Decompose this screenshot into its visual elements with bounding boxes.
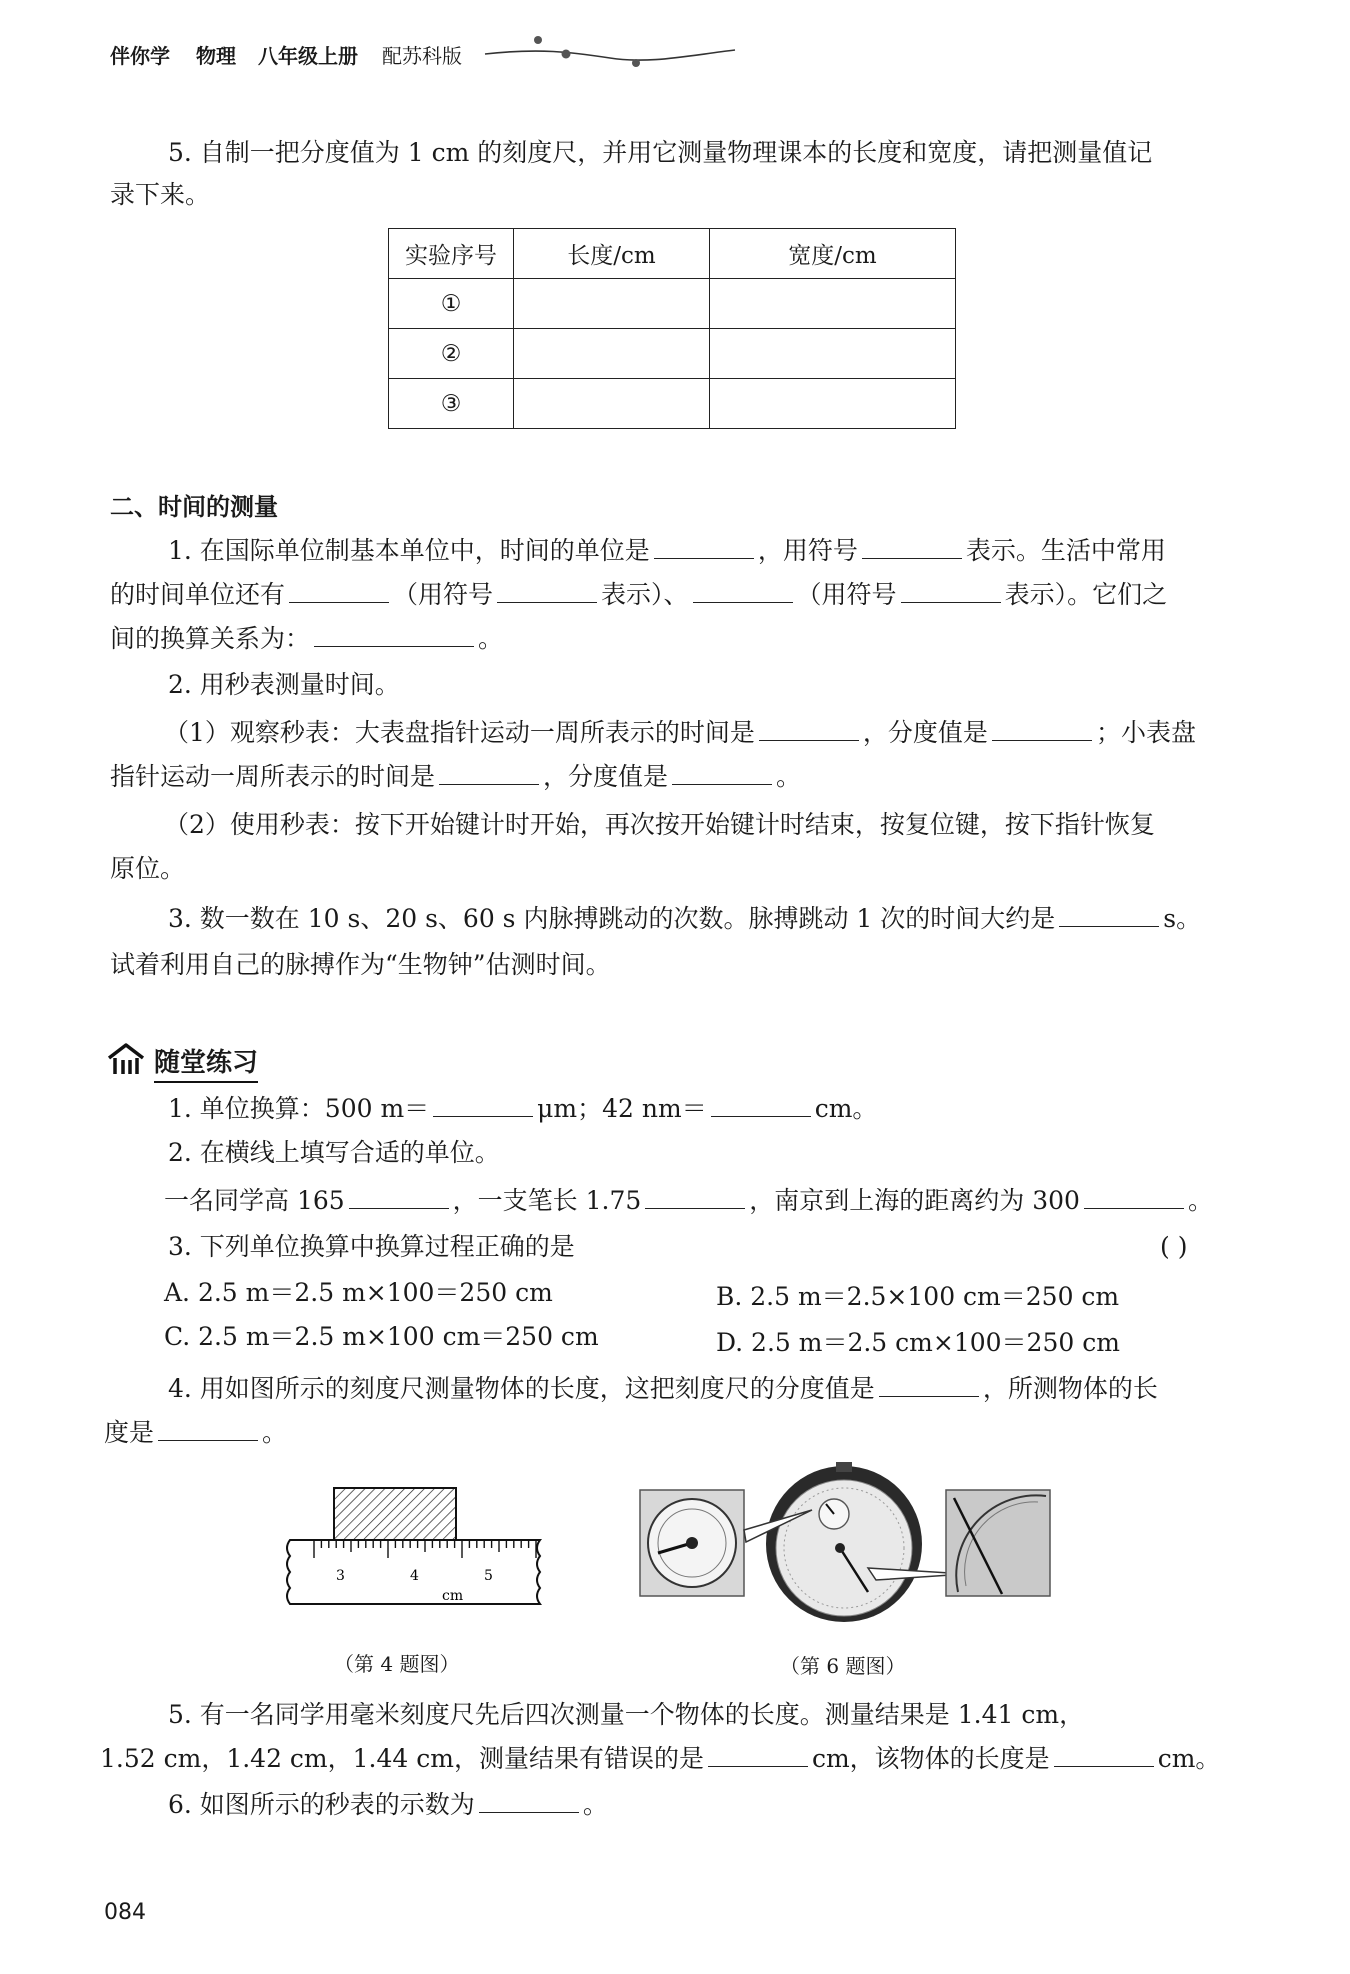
answer-blank[interactable] — [901, 580, 1001, 603]
option-b[interactable]: B. 2.5 m＝2.5×100 cm＝250 cm — [716, 1282, 1120, 1311]
table-cell-width[interactable] — [710, 379, 956, 429]
table-row-index: ① — [389, 279, 514, 329]
house-icon — [106, 1042, 146, 1076]
s2-q1-line2: 的时间单位还有 （用符号 表示）、 （用符号 表示）。它们之 — [110, 580, 1168, 609]
answer-blank[interactable] — [711, 1094, 811, 1117]
table-header-row — [389, 229, 956, 279]
header-wave-decoration — [480, 28, 740, 74]
table-header-cell: 宽度/cm — [710, 229, 956, 279]
ruler-tick-label: 5 — [484, 1568, 493, 1584]
answer-blank[interactable] — [879, 1374, 979, 1397]
option-d[interactable]: D. 2.5 m＝2.5 cm×100＝250 cm — [716, 1328, 1120, 1357]
header-book: 伴你学 — [110, 44, 170, 68]
table-row — [389, 329, 956, 379]
fig4-caption: （第 4 题图） — [334, 1652, 460, 1676]
option-a[interactable]: A. 2.5 m＝2.5 m×100＝250 cm — [164, 1278, 553, 1307]
table-cell-length[interactable] — [514, 279, 710, 329]
header-grade: 八年级上册 — [258, 44, 358, 68]
answer-blank[interactable] — [645, 1186, 745, 1209]
answer-blank[interactable] — [158, 1418, 258, 1441]
s2-q2-1-line1: （1）观察秒表：大表盘指针运动一周所表示的时间是 ，分度值是 ；小表盘 — [164, 718, 1196, 747]
p3-line: 3. 下列单位换算中换算过程正确的是 — [168, 1232, 575, 1261]
s2-q3-line2: 试着利用自己的脉搏作为“生物钟”估测时间。 — [110, 950, 611, 979]
answer-blank[interactable] — [433, 1094, 533, 1117]
answer-blank[interactable] — [289, 580, 389, 603]
answer-blank[interactable] — [1084, 1186, 1184, 1209]
practice-title: 随堂练习 — [154, 1042, 258, 1083]
p2-fill-line: 一名同学高 165 ，一支笔长 1.75 ，南京到上海的距离约为 300 。 — [164, 1186, 1213, 1215]
p2-line: 2. 在横线上填写合适的单位。 — [168, 1138, 500, 1167]
table-row-index: ③ — [389, 379, 514, 429]
s2-q1-line3: 间的换算关系为： 。 — [110, 624, 504, 653]
p6-line: 6. 如图所示的秒表的示数为 。 — [168, 1790, 608, 1819]
answer-blank[interactable] — [759, 718, 859, 741]
s2-q2-2-line1: （2）使用秒表：按下开始键计时开始，再次按开始键计时结束，按复位键，按下指针恢复 — [164, 810, 1155, 839]
answer-blank[interactable] — [693, 580, 793, 603]
table-header-cell: 实验序号 — [389, 229, 514, 279]
ruler-unit-label: cm — [442, 1588, 464, 1604]
measured-object — [334, 1488, 456, 1540]
answer-blank[interactable] — [992, 718, 1092, 741]
table-row-index: ② — [389, 329, 514, 379]
table-row — [389, 379, 956, 429]
answer-blank[interactable] — [672, 762, 772, 785]
p4-line1: 4. 用如图所示的刻度尺测量物体的长度，这把刻度尺的分度值是 ，所测物体的长 — [168, 1374, 1158, 1403]
ruler-tick-label: 3 — [336, 1568, 345, 1584]
p5-line1: 5. 有一名同学用毫米刻度尺先后四次测量一个物体的长度。测量结果是 1.41 cm， — [168, 1700, 1085, 1729]
table-cell-length[interactable] — [514, 379, 710, 429]
measurement-table — [388, 228, 956, 429]
s2-q1-line1: 1. 在国际单位制基本单位中，时间的单位是 ，用符号 表示。生活中常用 — [168, 536, 1166, 565]
answer-blank[interactable] — [479, 1790, 579, 1813]
s2-q2-1-line2: 指针运动一周所表示的时间是 ，分度值是 。 — [110, 762, 802, 791]
header-edition: 配苏科版 — [382, 44, 462, 68]
s2-q2: 2. 用秒表测量时间。 — [168, 670, 400, 699]
ruler-figure — [284, 1480, 546, 1620]
p3-answer-paren[interactable]: ( ) — [1160, 1232, 1188, 1261]
p5-line2: 1.52 cm，1.42 cm，1.44 cm，测量结果有错误的是 cm，该物体的长度是 cm。 — [100, 1744, 1221, 1773]
table-header-cell: 长度/cm — [514, 229, 710, 279]
answer-blank[interactable] — [654, 536, 754, 559]
s2-q3-line1: 3. 数一数在 10 s、20 s、60 s 内脉搏跳动的次数。脉搏跳动 1 次的时间大约是 s。 — [168, 904, 1202, 933]
answer-blank[interactable] — [497, 580, 597, 603]
ruler-tick-label: 4 — [410, 1568, 419, 1584]
header-subject: 物理 — [196, 44, 236, 68]
table-cell-length[interactable] — [514, 329, 710, 379]
answer-blank[interactable] — [314, 624, 474, 647]
page-number: 084 — [104, 1900, 146, 1925]
answer-blank[interactable] — [439, 762, 539, 785]
q5-line1: 5. 自制一把分度值为 1 cm 的刻度尺，并用它测量物理课本的长度和宽度，请把测量值记 — [168, 138, 1153, 167]
p4-line2: 度是 。 — [104, 1418, 288, 1447]
answer-blank[interactable] — [1054, 1744, 1154, 1767]
section-time-measurement-title: 二、时间的测量 — [110, 493, 278, 521]
fig6-caption: （第 6 题图） — [780, 1654, 906, 1678]
q5-line2: 录下来。 — [110, 180, 211, 209]
table-cell-width[interactable] — [710, 329, 956, 379]
stopwatch-figure — [636, 1456, 1056, 1632]
answer-blank[interactable] — [862, 536, 962, 559]
option-c[interactable]: C. 2.5 m＝2.5 m×100 cm＝250 cm — [164, 1322, 599, 1351]
table-row — [389, 279, 956, 329]
answer-blank[interactable] — [1059, 904, 1159, 927]
answer-blank[interactable] — [349, 1186, 449, 1209]
answer-blank[interactable] — [708, 1744, 808, 1767]
s2-q2-2-line2: 原位。 — [110, 854, 186, 883]
table-cell-width[interactable] — [710, 279, 956, 329]
p1-line: 1. 单位换算：500 m＝ μm；42 nm＝ cm。 — [168, 1094, 878, 1123]
